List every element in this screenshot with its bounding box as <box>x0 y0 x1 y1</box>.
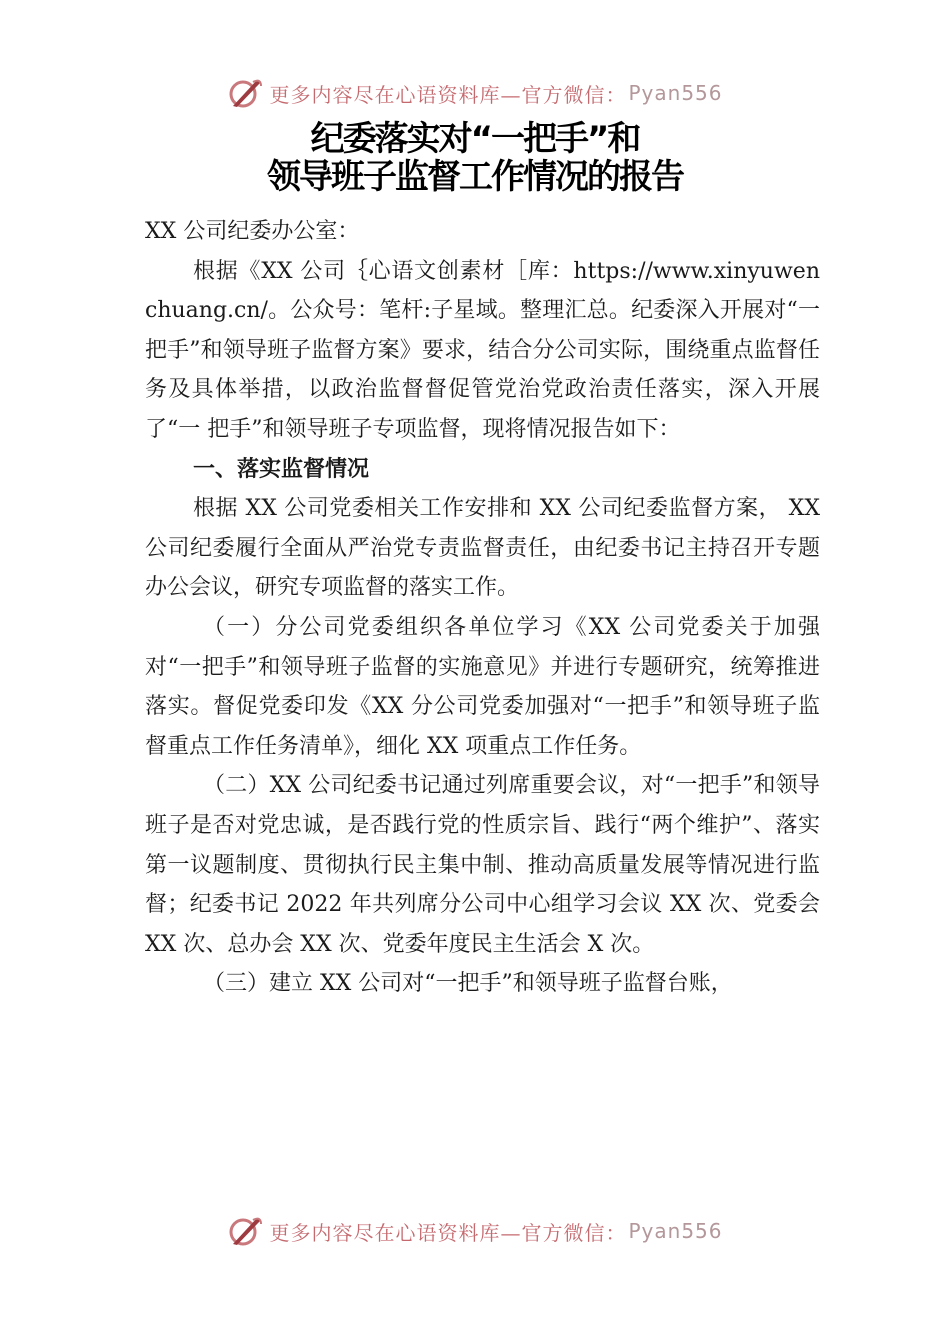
section-1-paragraph: 根据 XX 公司党委相关工作安排和 XX 公司纪委监督方案， XX 公司纪委履行全面从严治党专责监督责任，由纪委书记主持召开专题办公会议，研究专项监督的落实工作。 <box>145 496 820 601</box>
watermark-text: 更多内容尽在心语资料库—官方微信： <box>269 82 627 107</box>
section-heading-1: 一、落实监督情况 <box>193 456 370 482</box>
intro-paragraph: 根据《XX 公司｛心语文创素材［库：https://www.xinyuwenchuang.cn/。公众号：笔杆:子星域。整理汇总。纪委深入开展对“一把手”和领导班子监督方案》要求，结合分公司实际，围绕重点监督任务及具体举措，以政治监督督促管党治党政治责任落实，深入开展了“一 把手”和领导班子专项监督，现将情况报告如下： <box>145 258 820 442</box>
quill-logo-icon <box>227 76 263 110</box>
watermark-text: 更多内容尽在心语资料库—官方微信： <box>269 1220 627 1245</box>
item-3-paragraph: （三）建立 XX 公司对“一把手”和领导班子监督台账， <box>203 971 733 997</box>
salutation: XX 公司纪委办公室： <box>145 219 360 244</box>
watermark-header <box>0 76 950 110</box>
item-1-paragraph: （一）分公司党委组织各单位学习《XX 公司党委关于加强对“一把手”和领导班子监督的实施意见》并进行专题研究，统筹推进落实。督促党委印发《XX 分公司党委加强对“一把手”和领导班子监督重点工作任务清单》，细化 XX 项重点工作任务。 <box>145 614 820 759</box>
watermark-wechat-id: Pyan556 <box>628 1219 723 1243</box>
watermark-wechat-id: Pyan556 <box>628 81 723 105</box>
title-line-1: 纪委落实对“一把手”和 <box>310 119 640 159</box>
item-2-paragraph: （二）XX 公司纪委书记通过列席重要会议，对“一把手”和领导班子是否对党忠诚，是否践行党的性质宗旨、践行“两个维护”、落实第一议题制度、贯彻执行民主集中制、推动高质量发展等情况进行监督；纪委书记 2022 年共列席分公司中心组学习会议 XX 次、党委会 XX 次、总办会 XX 次、党委年度民主生活会 X 次。 <box>145 773 820 957</box>
quill-logo-icon <box>227 1214 263 1248</box>
document-body <box>145 212 820 1004</box>
title-line-2: 领导班子监督工作情况的报告 <box>267 157 683 197</box>
watermark-footer <box>0 1214 950 1248</box>
document-title <box>0 120 950 196</box>
